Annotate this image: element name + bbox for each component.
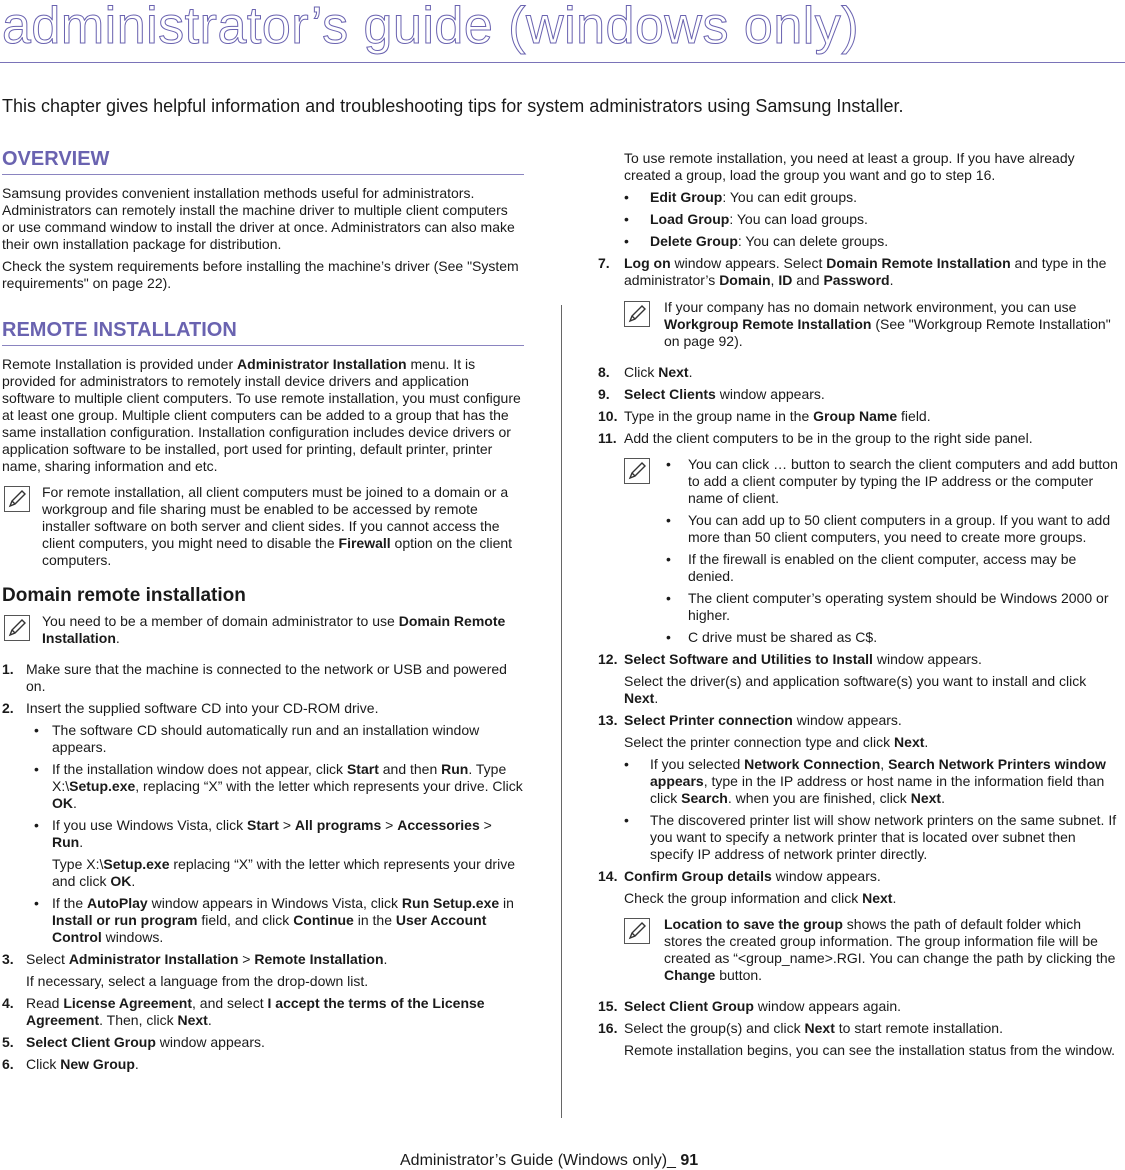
step-detail: Remote installation begins, you can see the installation status from the window. bbox=[624, 1042, 1116, 1058]
note: You need to be a member of domain administrator to use Domain Remote Installation. bbox=[2, 613, 524, 647]
list-item: • You can click … button to search the client computers and add button to add a client computer by typing the IP address or the computer name of client. bbox=[666, 456, 1118, 506]
step-13: 13. Select Printer connection window appears. bbox=[598, 712, 902, 728]
step-detail: If necessary, select a language from the drop-down list. bbox=[26, 973, 369, 989]
list-item: • If the firewall is enabled on the client computer, access may be denied. bbox=[666, 551, 1077, 584]
note: If your company has no domain network environment, you can use Workgroup Remote Installation (See "Workgroup Remote Installation" on page 92). bbox=[598, 299, 1123, 350]
note-pencil-icon bbox=[624, 301, 650, 327]
list-item: • C drive must be shared as C$. bbox=[666, 629, 878, 645]
list-item: • The client computer’s operating system should be Windows 2000 or higher. bbox=[666, 590, 1109, 623]
note: Location to save the group shows the path of default folder which stores the created group information. The group information file will be created as “<group_name>.RGI. You can change the path by clicking the Change button. bbox=[598, 916, 1123, 984]
page-title: administrator’s guide (windows only) bbox=[2, 0, 860, 55]
right-column bbox=[598, 150, 1123, 1059]
step-detail: Select the printer connection type and click Next. bbox=[624, 734, 929, 750]
step-11: 11. Add the client computers to be in the group to the right side panel. bbox=[598, 430, 1033, 446]
domain-remote-installation-heading: Domain remote installation bbox=[2, 585, 246, 606]
step-detail: Check the group information and click Next. bbox=[624, 890, 897, 906]
list-item: • Edit Group: You can edit groups. bbox=[624, 189, 857, 205]
left-column bbox=[2, 147, 524, 1073]
list-item: • Load Group: You can load groups. bbox=[624, 211, 868, 227]
step-10: 10. Type in the group name in the Group Name field. bbox=[598, 408, 931, 424]
title-rule bbox=[0, 62, 1125, 63]
step-detail: To use remote installation, you need at least a group. If you have already created a group, load the group you want and go to step 16. bbox=[624, 150, 1075, 183]
step-2: 2. Insert the supplied software CD into your CD-ROM drive. bbox=[2, 700, 379, 716]
note bbox=[598, 456, 1123, 646]
remote-paragraph: Remote Installation is provided under Administrator Installation menu. It is provided for administrators to remotely install device drivers and application software to multiple client computers. To use remote installation, you must configure at least one group. Multiple client computers can be added to a group that has the same installation configuration. Installation configuration includes device drivers or application software to be installed, port used for printing, default printer, printer name, sharing information and etc. bbox=[2, 356, 521, 474]
chapter-intro: This chapter gives helpful information and troubleshooting tips for system administrators using Samsung Installer. bbox=[2, 96, 904, 116]
step-8: 8. Click Next. bbox=[598, 364, 693, 380]
overview-paragraph: Samsung provides convenient installation methods useful for administrators. Administrators can remotely install the machine driver to multiple client computers or use command window to install the driver at once. Administrators can also make their own installation package for distribution. bbox=[2, 185, 515, 252]
note-pencil-icon bbox=[4, 615, 30, 641]
list-item: • You can add up to 50 client computers in a group. If you want to add more than 50 client computers, you need to create more groups. bbox=[666, 512, 1111, 545]
overview-paragraph: Check the system requirements before installing the machine’s driver (See "System requirements" on page 22). bbox=[2, 258, 519, 291]
step-detail: Select the driver(s) and application software(s) you want to install and click Next. bbox=[624, 673, 1087, 706]
note-pencil-icon bbox=[624, 458, 650, 484]
step-16: 16. Select the group(s) and click Next to start remote installation. bbox=[598, 1020, 1003, 1036]
list-item: Type X:\Setup.exe replacing “X” with the letter which represents your drive and click OK. bbox=[52, 856, 515, 889]
overview-heading: OVERVIEW bbox=[2, 147, 524, 175]
list-item: • The discovered printer list will show network printers on the same subnet. If you want to specify a network printer that is located over subnet then specify IP address of network printer directly. bbox=[624, 812, 1117, 862]
step-5: 5. Select Client Group window appears. bbox=[2, 1034, 265, 1050]
step-9: 9. Select Clients window appears. bbox=[598, 386, 825, 402]
step-7: 7. Log on window appears. Select Domain Remote Installation and type in the administrator’s Domain, ID and Password. bbox=[598, 255, 1107, 288]
list-item: • If you selected Network Connection, Search Network Printers window appears, type in the IP address or host name in the information field than click Search. when you are finished, click Next. bbox=[624, 756, 1106, 806]
list-item: • Delete Group: You can delete groups. bbox=[624, 233, 889, 249]
step-14: 14. Confirm Group details window appears. bbox=[598, 868, 881, 884]
page-number: 91 bbox=[675, 1152, 699, 1169]
list-item: • If the AutoPlay window appears in Windows Vista, click Run Setup.exe in Install or run program field, and click Continue in the User Account Control windows. bbox=[34, 895, 514, 945]
step-4: 4. Read License Agreement, and select I accept the terms of the License Agreement. Then, click Next. bbox=[2, 995, 485, 1028]
list-item: • If the installation window does not appear, click Start and then Run. Type X:\Setup.exe, replacing “X” with the letter which represents your drive. Click OK. bbox=[34, 761, 523, 811]
column-divider bbox=[561, 305, 562, 1118]
step-12: 12. Select Software and Utilities to Install window appears. bbox=[598, 651, 982, 667]
note-pencil-icon bbox=[624, 918, 650, 944]
step-1: 1. Make sure that the machine is connected to the network or USB and powered on. bbox=[2, 661, 507, 694]
page-footer: Administrator’s Guide (Windows only)_ 91 bbox=[400, 1152, 699, 1169]
note-pencil-icon bbox=[4, 486, 30, 512]
remote-installation-heading: REMOTE INSTALLATION bbox=[2, 318, 524, 346]
step-6: 6. Click New Group. bbox=[2, 1056, 139, 1072]
step-3: 3. Select Administrator Installation > Remote Installation. bbox=[2, 951, 388, 967]
list-item: • The software CD should automatically run and an installation window appears. bbox=[34, 722, 480, 755]
note: For remote installation, all client computers must be joined to a domain or a workgroup and file sharing must be enabled to be accessed by remote installer software on both server and client sides. If you cannot access the client computers, you might need to disable the Firewall option on the client computers. bbox=[2, 484, 524, 569]
list-item: • If you use Windows Vista, click Start > All programs > Accessories > Run. bbox=[34, 817, 492, 850]
step-15: 15. Select Client Group window appears again. bbox=[598, 998, 902, 1014]
